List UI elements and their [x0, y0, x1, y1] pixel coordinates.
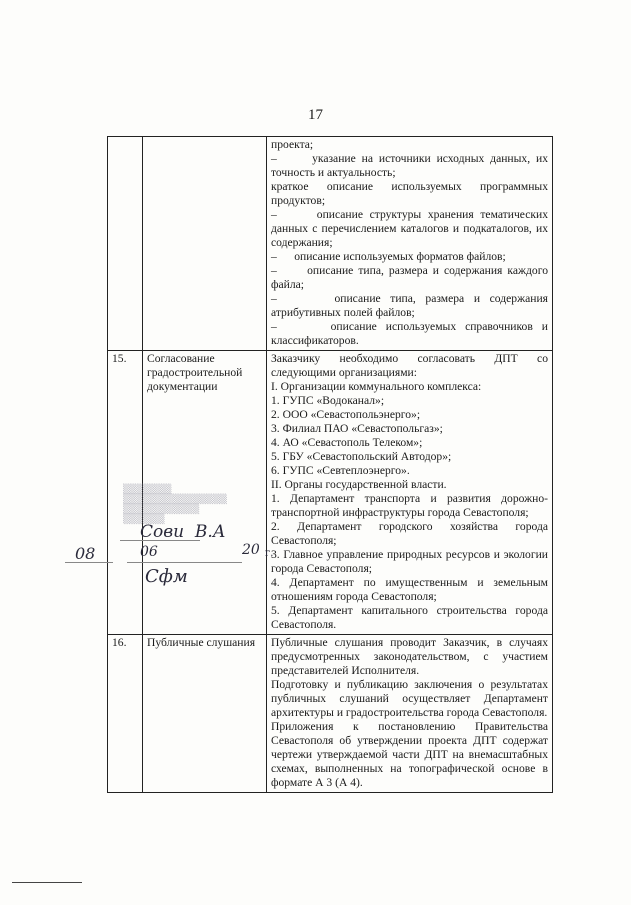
footnote-rule	[12, 882, 82, 883]
handwritten-year: 20	[242, 542, 260, 558]
description-paragraph: I. Организации коммунального комплекса:	[271, 380, 482, 393]
description-paragraph: – описание типа, размера и содержания атрибутивных полей файлов;	[271, 292, 548, 319]
handwritten-day: 08	[75, 544, 96, 563]
stamp-print-line: ▒▒▒▒▒▒▒▒▒▒▒	[123, 505, 200, 515]
row-number	[108, 137, 143, 351]
description-paragraph: 3. Филиал ПАО «Севастопольгаз»;	[271, 422, 443, 435]
requirements-table	[107, 136, 553, 793]
stamp-print-line: ▒▒▒▒▒▒▒▒▒▒▒▒▒▒▒	[123, 495, 227, 505]
table-row	[108, 635, 553, 793]
table-row	[108, 351, 553, 635]
description-paragraph: 6. ГУПС «Севтеплоэнерго».	[271, 464, 410, 477]
description-paragraph: 3. Главное управление природных ресурсов и экологии города Севастополя;	[271, 548, 548, 575]
description-paragraph: Подготовку и публикацию заключения о результатах публичных слушаний осуществляет Департамент архитектуры и градостроительства города Севастополя.	[271, 678, 548, 719]
description-paragraph: Заказчику необходимо согласовать ДПТ со следующими организациями:	[271, 352, 548, 379]
description-paragraph: – описание используемых форматов файлов;	[271, 250, 506, 263]
description-paragraph: 4. АО «Севастополь Телеком»;	[271, 436, 423, 449]
description-paragraph: 1. ГУПС «Водоканал»;	[271, 394, 385, 407]
page-number: 17	[308, 107, 323, 123]
handwritten-signature: Сфм	[145, 566, 188, 587]
handwritten-month: 06	[140, 544, 158, 560]
description-paragraph: 5. ГБУ «Севастопольский Автодор»;	[271, 450, 452, 463]
description-paragraph: 1. Департамент транспорта и развития дорожно-транспортной инфраструктуры города Севастополя;	[271, 492, 548, 519]
description-paragraph: 2. ООО «Севастопольэнерго»;	[271, 408, 421, 421]
description-paragraph: 5. Департамент капитального строительства города Севастополя.	[271, 604, 548, 631]
description-paragraph: краткое описание используемых программных продуктов;	[271, 180, 548, 207]
stamp-print-line: ▒▒▒▒▒▒	[123, 515, 165, 525]
description-paragraph: – описание типа, размера и содержания каждого файла;	[271, 264, 548, 291]
stamp-print-line: ▒▒▒▒▒▒▒	[123, 485, 172, 495]
description-paragraph: проекта;	[271, 138, 314, 151]
row-number: 16.	[108, 635, 143, 793]
table-row	[108, 137, 553, 351]
row-title: Публичные слушания	[143, 635, 267, 793]
row-description	[267, 635, 553, 793]
row-description	[267, 137, 553, 351]
date-underline	[65, 562, 113, 563]
description-paragraph: – описание используемых справочников и классификаторов.	[271, 320, 548, 347]
row-description	[267, 351, 553, 635]
description-paragraph: Публичные слушания проводит Заказчик, в случаях предусмотренных законодательством, с участием представителей Исполнителя.	[271, 636, 548, 677]
row-number: 15.	[108, 351, 143, 635]
handwritten-signature-name: Сови В.А	[140, 522, 226, 542]
row-title	[143, 137, 267, 351]
description-paragraph: Приложения к постановлению Правительства Севастополя об утверждении проекта ДПТ содержат чертежи утверждаемой части ДПТ на внемасштабных схемах, выполненных на топографической основе в формате А 3 (А 4).	[271, 720, 548, 789]
description-paragraph: – указание на источники исходных данных, их точность и актуальность;	[271, 152, 548, 179]
description-paragraph: II. Органы государственной власти.	[271, 478, 447, 491]
year-suffix: г.	[265, 548, 274, 559]
description-paragraph: 4. Департамент по имущественным и земельным отношениям города Севастополя;	[271, 576, 548, 603]
row-title: Согласование градостроительной документации	[143, 351, 267, 635]
description-paragraph: – описание структуры хранения тематических данных с перечислением каталогов и подкаталогов, их содержания;	[271, 208, 548, 249]
description-paragraph: 2. Департамент городского хозяйства города Севастополя;	[271, 520, 548, 547]
